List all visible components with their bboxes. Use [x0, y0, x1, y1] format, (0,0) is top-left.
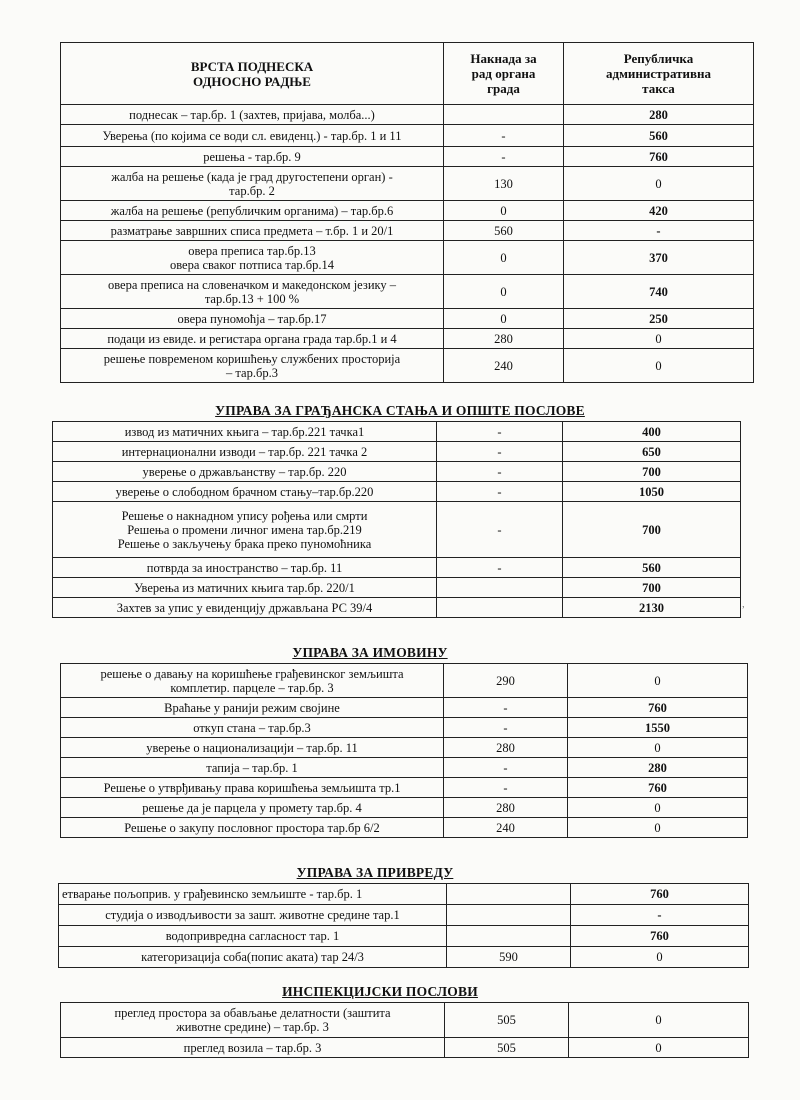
- city-fee-value: -: [437, 558, 563, 578]
- item-description: [61, 201, 444, 221]
- item-description-line: етварање пољоприв. у грађевинско земљиште - тар.бр. 1: [62, 887, 363, 901]
- item-description: [59, 905, 447, 926]
- section-title-inspection: ИНСПЕКЦИЈСКИ ПОСЛОВИ: [282, 984, 478, 999]
- republic-tax-value: 400: [563, 422, 741, 442]
- city-fee-value: [447, 926, 571, 947]
- table-row: [61, 818, 748, 838]
- table-header-row: [61, 43, 754, 105]
- republic-tax-value: -: [571, 905, 749, 926]
- republic-tax-value: 0: [564, 329, 754, 349]
- city-fee-value: -: [437, 422, 563, 442]
- item-description-line: решење да је парцела у промету тар.бр. 4: [142, 800, 362, 815]
- property-table: [60, 663, 748, 838]
- table-row: [61, 738, 748, 758]
- item-description-line: овера сваког потписа тар.бр.14: [169, 257, 335, 272]
- table-row: [59, 905, 749, 926]
- city-fee-value: -: [444, 778, 568, 798]
- item-description: [53, 578, 437, 598]
- city-fee-value: 0: [444, 275, 564, 309]
- scan-mark: ,: [742, 598, 745, 610]
- item-description: [61, 167, 444, 201]
- item-description: [61, 309, 444, 329]
- item-description: [61, 329, 444, 349]
- item-description-line: решење о давању на коришћење грађевинског земљишта: [100, 666, 404, 681]
- item-description-line: Решење о утврђивању права коришћења земљишта тр.1: [103, 780, 401, 795]
- header-republic-tax: Републичка административна такса: [564, 43, 754, 105]
- item-description: [53, 442, 437, 462]
- republic-tax-value: 740: [564, 275, 754, 309]
- item-description-line: – тар.бр.3: [226, 365, 278, 380]
- city-fee-value: 240: [444, 349, 564, 383]
- republic-tax-value: 700: [563, 502, 741, 558]
- item-description-line: уверење о држављанству – тар.бр. 220: [142, 464, 347, 479]
- city-fee-value: 290: [444, 664, 568, 698]
- item-description: [59, 884, 447, 905]
- item-description-line: Захтев за упис у евиденцију држављана РС 39/4: [116, 600, 373, 615]
- item-description-line: овера преписа тар.бр.13: [188, 243, 316, 258]
- civil-status-table: [52, 421, 741, 618]
- section-title-civil-status: УПРАВА ЗА ГРАЂАНСКА СТАЊА И ОПШТЕ ПОСЛОВЕ: [215, 403, 585, 418]
- item-description: [61, 738, 444, 758]
- city-fee-value: [437, 578, 563, 598]
- item-description: [61, 241, 444, 275]
- item-description: [53, 598, 437, 618]
- economy-table: [58, 883, 749, 968]
- republic-tax-value: 760: [564, 147, 754, 167]
- republic-tax-value: 0: [569, 1003, 749, 1038]
- republic-tax-value: 700: [563, 578, 741, 598]
- city-fee-value: 280: [444, 329, 564, 349]
- header-submission-type: ВРСТА ПОДНЕСКА ОДНОСНО РАДЊЕ: [61, 43, 444, 105]
- inspection-table: [60, 1002, 749, 1058]
- item-description: [53, 482, 437, 502]
- city-fee-value: -: [444, 718, 568, 738]
- item-description-line: преглед возила – тар.бр. 3: [183, 1040, 322, 1055]
- item-description: [59, 926, 447, 947]
- city-fee-value: -: [437, 442, 563, 462]
- item-description-line: Решење о закупу пословног простора тар.бр 6/2: [124, 820, 380, 835]
- city-fee-value: 280: [444, 738, 568, 758]
- republic-tax-value: -: [564, 221, 754, 241]
- item-description: [61, 718, 444, 738]
- section-title-economy: УПРАВА ЗА ПРИВРЕДУ: [296, 865, 454, 880]
- table-row: [59, 884, 749, 905]
- item-description-line: жалба на решење (када је град другостепени орган) -: [111, 169, 393, 184]
- city-fee-value: -: [444, 698, 568, 718]
- item-description: [61, 1003, 445, 1038]
- item-description-line: решење повременом коришћењу службених просторија: [103, 351, 401, 366]
- republic-tax-value: 0: [569, 1038, 749, 1058]
- item-description-line: Уверења (по којима се води сл. евиденц.) - тар.бр. 1 и 11: [102, 128, 402, 143]
- republic-tax-value: 0: [568, 798, 748, 818]
- item-description: [61, 125, 444, 147]
- republic-tax-value: 760: [571, 926, 749, 947]
- republic-tax-value: 250: [564, 309, 754, 329]
- city-fee-value: 505: [445, 1003, 569, 1038]
- republic-tax-value: 0: [568, 738, 748, 758]
- republic-tax-value: 760: [568, 698, 748, 718]
- table-row: [53, 482, 741, 502]
- city-fee-value: 280: [444, 798, 568, 818]
- item-description-line: преглед простора за обављање делатности (заштита: [114, 1006, 391, 1020]
- table-row: [59, 947, 749, 968]
- city-fee-value: 560: [444, 221, 564, 241]
- item-description-line: интернационални изводи – тар.бр. 221 тачка 2: [121, 444, 368, 459]
- item-description-line: Враћање у ранији режим својине: [164, 700, 340, 715]
- city-fee-value: [447, 905, 571, 926]
- item-description: [53, 502, 437, 558]
- table-row: [53, 598, 741, 618]
- table-row: [53, 578, 741, 598]
- item-description: [61, 664, 444, 698]
- item-description-line: комплетир. парцеле – тар.бр. 3: [170, 680, 334, 695]
- item-description-line: уверење о слободном брачном стању–тар.бр.220: [115, 484, 374, 499]
- republic-tax-value: 0: [564, 167, 754, 201]
- city-fee-value: 590: [447, 947, 571, 968]
- city-fee-value: -: [437, 462, 563, 482]
- table-row: [61, 1038, 749, 1058]
- section-title-property: УПРАВА ЗА ИМОВИНУ: [292, 645, 448, 660]
- item-description-line: животне средине) – тар.бр. 3: [176, 1020, 329, 1034]
- item-description: [61, 698, 444, 718]
- table-row: [53, 422, 741, 442]
- republic-tax-value: 0: [571, 947, 749, 968]
- item-description-line: тар.бр. 2: [229, 183, 275, 198]
- table-row: [53, 502, 741, 558]
- item-description: [53, 422, 437, 442]
- item-description-line: разматрање завршних списа предмета – т.бр. 1 и 20/1: [110, 223, 394, 238]
- item-description: [61, 105, 444, 125]
- item-description-line: решења - тар.бр. 9: [203, 149, 301, 164]
- table-row: [61, 241, 754, 275]
- city-fee-value: [447, 884, 571, 905]
- item-description: [61, 221, 444, 241]
- item-description-line: поднесак – тар.бр. 1 (захтев, пријава, молба...): [129, 107, 375, 122]
- item-description-line: откуп стана – тар.бр.3: [193, 720, 311, 735]
- item-description: [61, 275, 444, 309]
- republic-tax-value: 700: [563, 462, 741, 482]
- city-fee-value: 0: [444, 201, 564, 221]
- item-description-line: студија о изводљивости за зашт. животне средине тар.1: [105, 908, 400, 922]
- republic-tax-value: 420: [564, 201, 754, 221]
- city-fee-value: 130: [444, 167, 564, 201]
- item-description-line: овера преписа на словеначком и македонском језику –: [107, 277, 397, 292]
- item-description-line: подаци из евиде. и регистара органа града тар.бр.1 и 4: [107, 331, 397, 346]
- item-description: [61, 778, 444, 798]
- table-row: [61, 147, 754, 167]
- table-row: [61, 105, 754, 125]
- item-description-line: жалба на решење (републичким органима) – тар.бр.6: [110, 203, 394, 218]
- table-row: [61, 275, 754, 309]
- city-fee-value: -: [444, 758, 568, 778]
- table-row: [61, 798, 748, 818]
- table-row: [61, 698, 748, 718]
- table-row: [61, 758, 748, 778]
- item-description-line: овера пуномоћја – тар.бр.17: [177, 311, 327, 326]
- republic-tax-value: 0: [564, 349, 754, 383]
- item-description-line: категоризација соба(попис аката) тар 24/3: [141, 950, 364, 964]
- city-fee-value: -: [437, 502, 563, 558]
- item-description-line: водопривредна сагласност тар. 1: [165, 929, 340, 943]
- item-description-line: тар.бр.13 + 100 %: [204, 291, 300, 306]
- city-fee-value: 0: [444, 241, 564, 275]
- item-description-line: Решења о промени личног имена тар.бр.219: [127, 522, 362, 537]
- city-fee-value: [444, 105, 564, 125]
- item-description: [61, 798, 444, 818]
- table-row: [61, 349, 754, 383]
- item-description: [61, 1038, 445, 1058]
- item-description-line: извод из матичних књига – тар.бр.221 тачка1: [124, 424, 365, 439]
- item-description-line: уверење о национализацији – тар.бр. 11: [146, 740, 358, 755]
- table-row: [61, 221, 754, 241]
- header-city-fee: Накнада за рад органа града: [444, 43, 564, 105]
- table-row: [53, 462, 741, 482]
- item-description-line: Решење о накнадном упису рођења или смрти: [121, 508, 368, 523]
- item-description-line: Уверења из матичних књига тар.бр. 220/1: [134, 580, 355, 595]
- table-row: [61, 201, 754, 221]
- item-description: [61, 758, 444, 778]
- table-row: [61, 1003, 749, 1038]
- table-row: [61, 125, 754, 147]
- table-row: [61, 664, 748, 698]
- table-row: [61, 309, 754, 329]
- item-description: [53, 462, 437, 482]
- republic-tax-value: 0: [568, 664, 748, 698]
- republic-tax-value: 370: [564, 241, 754, 275]
- main-fee-table: [60, 42, 754, 383]
- city-fee-value: 240: [444, 818, 568, 838]
- republic-tax-value: 280: [568, 758, 748, 778]
- table-row: [61, 167, 754, 201]
- city-fee-value: 505: [445, 1038, 569, 1058]
- city-fee-value: 0: [444, 309, 564, 329]
- table-row: [61, 718, 748, 738]
- republic-tax-value: 760: [568, 778, 748, 798]
- city-fee-value: -: [437, 482, 563, 502]
- republic-tax-value: 280: [564, 105, 754, 125]
- republic-tax-value: 2130: [563, 598, 741, 618]
- table-row: [53, 442, 741, 462]
- city-fee-value: [437, 598, 563, 618]
- city-fee-value: -: [444, 125, 564, 147]
- republic-tax-value: 1550: [568, 718, 748, 738]
- table-row: [53, 558, 741, 578]
- table-row: [61, 778, 748, 798]
- republic-tax-value: 1050: [563, 482, 741, 502]
- item-description: [59, 947, 447, 968]
- table-row: [61, 329, 754, 349]
- republic-tax-value: 560: [563, 558, 741, 578]
- republic-tax-value: 760: [571, 884, 749, 905]
- item-description: [61, 349, 444, 383]
- republic-tax-value: 560: [564, 125, 754, 147]
- table-row: [59, 926, 749, 947]
- item-description-line: Решење о закључењу брака преко пуномоћника: [117, 536, 372, 551]
- item-description: [61, 818, 444, 838]
- city-fee-value: -: [444, 147, 564, 167]
- republic-tax-value: 650: [563, 442, 741, 462]
- republic-tax-value: 0: [568, 818, 748, 838]
- item-description: [53, 558, 437, 578]
- item-description-line: тапија – тар.бр. 1: [206, 760, 298, 775]
- item-description-line: потврда за иностранство – тар.бр. 11: [146, 560, 343, 575]
- item-description: [61, 147, 444, 167]
